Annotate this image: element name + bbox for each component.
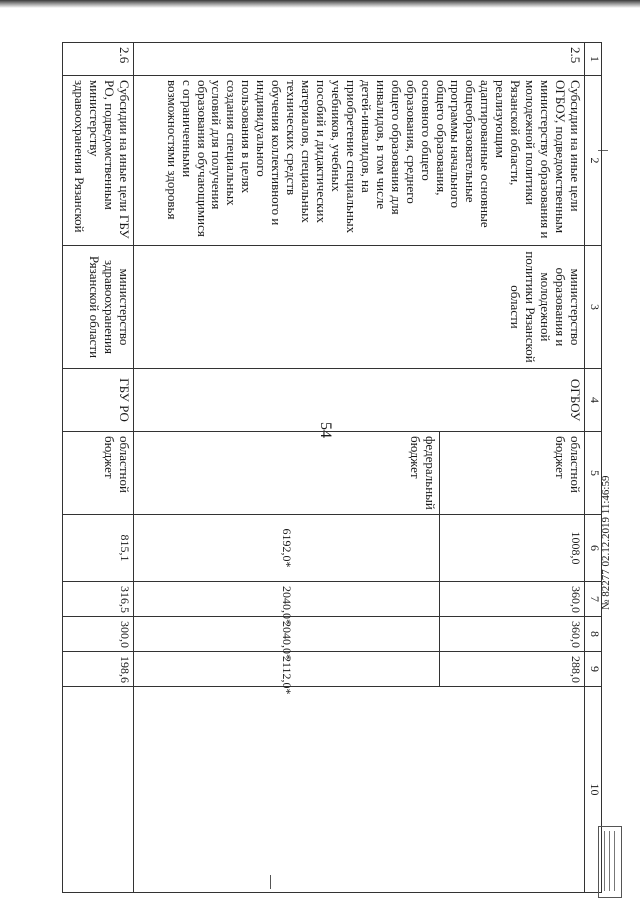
value-c6: 815,1 bbox=[63, 515, 134, 582]
value-c8: 300,0 bbox=[63, 617, 134, 652]
source-name: областной бюджет bbox=[440, 432, 585, 515]
row-recipient: ГБУ РО bbox=[63, 369, 134, 432]
col-header-4: 4 bbox=[585, 369, 602, 432]
rotated-table-wrapper bbox=[62, 42, 602, 842]
header-row bbox=[585, 43, 602, 893]
stamp-line bbox=[614, 831, 615, 891]
stamp-line bbox=[604, 831, 605, 891]
col-header-6: 6 bbox=[585, 515, 602, 582]
row-number: 2.5 bbox=[134, 43, 585, 76]
row-description: Субсидии на иные цели ГБУ РО, подведомственным министерству здравоохранения Рязанской bbox=[63, 76, 134, 246]
col-header-8: 8 bbox=[585, 617, 602, 652]
value-c10 bbox=[134, 687, 585, 893]
value-c6: 1008,0 bbox=[440, 515, 585, 582]
value-c7: 316,5 bbox=[63, 582, 134, 617]
row-number: 2.6 bbox=[63, 43, 134, 76]
value-c7: 2040,0* bbox=[134, 582, 440, 617]
col-header-9: 9 bbox=[585, 652, 602, 687]
document-sheet bbox=[62, 42, 602, 842]
row-executor: министерство образования и молодежной политики Рязанской области bbox=[134, 246, 585, 369]
col-header-2: 2 bbox=[585, 76, 602, 246]
row-description: Субсидии на иные цели ОГБОУ, подведомственным министерству образования и молодежной политики Рязанской области, реализующим адаптированные основные общеобразовательные программы начального общего образования, основного общего образования, среднего общего образования для инвалидов, в том числе детей-инвалидов, на приобретение специальных учебников, учебных пособий и дидактических материалов, специальных технических средств обучения коллективного и индивидуального пользования в целях создания специальных условий для получения образования обучающимися с ограниченными возможностями здоровья bbox=[134, 76, 585, 246]
value-c6: 6192,0* bbox=[134, 515, 440, 582]
value-c9: 288,0 bbox=[440, 652, 585, 687]
value-c10 bbox=[63, 687, 134, 893]
row-executor: министерство здравоохранения Рязанской области bbox=[63, 246, 134, 369]
value-c9: 198,6 bbox=[63, 652, 134, 687]
scan-edge bbox=[0, 0, 640, 8]
value-c8: 2040,0* bbox=[134, 617, 440, 652]
source-name: областной бюджет bbox=[63, 432, 134, 515]
barcode-stamp bbox=[598, 826, 622, 898]
table-row bbox=[63, 43, 134, 893]
table-row bbox=[440, 43, 585, 893]
stamp-line bbox=[609, 831, 610, 891]
budget-table bbox=[62, 42, 602, 893]
row-recipient: ОГБОУ bbox=[134, 369, 585, 432]
col-header-1: 1 bbox=[585, 43, 602, 76]
col-header-3: 3 bbox=[585, 246, 602, 369]
value-c9: 2112,0* bbox=[134, 652, 440, 687]
value-c8: 360,0 bbox=[440, 617, 585, 652]
page-number: 54 bbox=[317, 422, 334, 438]
value-c7: 360,0 bbox=[440, 582, 585, 617]
col-header-7: 7 bbox=[585, 582, 602, 617]
source-name: федеральный бюджет bbox=[134, 432, 440, 515]
col-header-10: 10 bbox=[585, 687, 602, 893]
bottom-mark bbox=[270, 875, 271, 889]
col-header-5: 5 bbox=[585, 432, 602, 515]
registration-footer: № 82277 02.12.2019 11:46:59 bbox=[600, 475, 612, 610]
